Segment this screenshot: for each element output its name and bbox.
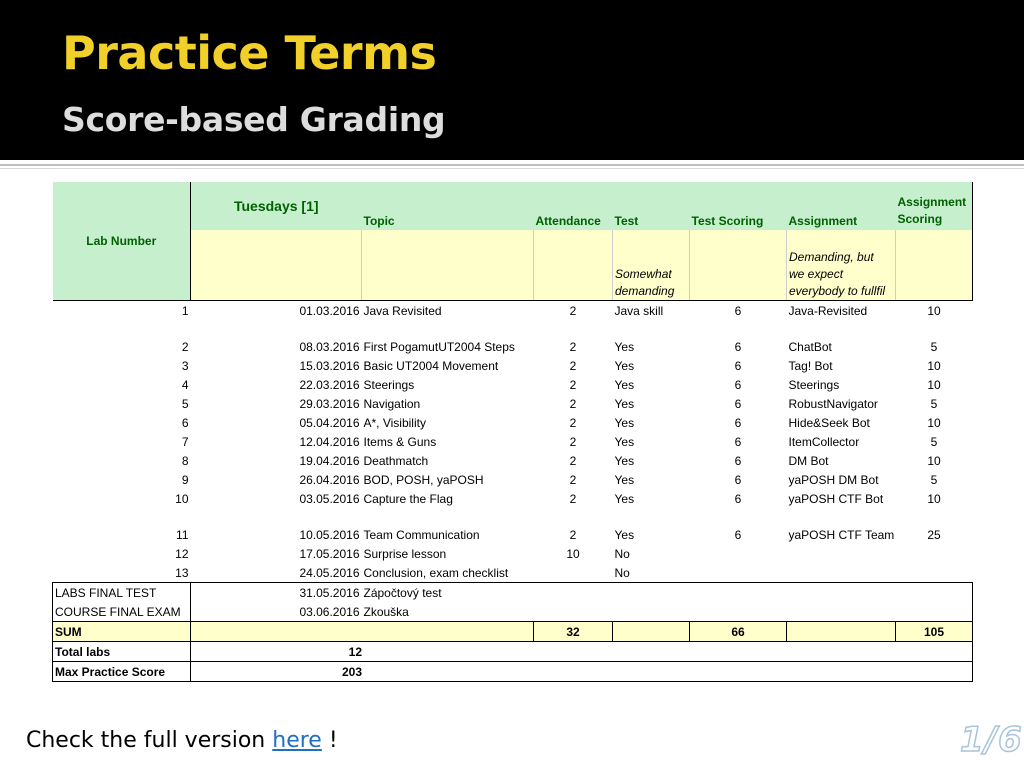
assignment-scoring-cell: 10 [927,303,941,318]
assignment-note-line2: we expect [789,267,844,281]
test-note-line1: Somewhat [615,267,672,281]
attendance-cell: 2 [569,472,577,487]
header-row-top [53,182,973,230]
test-scoring-cell: 6 [734,453,742,468]
attendance-cell [534,563,613,583]
attendance-cell: 2 [569,377,577,392]
assignment-cell: ChatBot [788,339,832,354]
sum-label: SUM [53,622,191,642]
divider-line-thin [0,168,1024,169]
assignment-cell: yaPOSH DM Bot [788,472,879,487]
extra-label-cell: COURSE FINAL EXAM [53,602,191,622]
extra-topic-cell: Zkouška [363,604,409,619]
assignment-scoring-cell: 25 [927,527,941,542]
full-version-link[interactable]: here [272,728,322,753]
test-cell: Yes [614,453,635,468]
tuesdays-header: Tuesdays [1] [191,182,362,230]
total-labs-value-cell [191,642,534,662]
max-score-value-cell [191,662,534,682]
table-row [53,337,973,356]
total-labs-value: 12 [348,644,362,659]
topic-cell: Navigation [363,396,421,411]
assignment-cell [787,544,896,563]
attendance-cell: 10 [566,546,580,561]
note-empty-3 [534,230,613,301]
sum-row [53,622,973,642]
course-final-exam-row [53,602,973,622]
table-row [53,544,973,563]
lab-cell: 6 [181,415,189,430]
attendance-header: Attendance [534,182,613,230]
date-cell: 01.03.2016 [299,303,360,318]
topic-cell: Java Revisited [363,303,442,318]
assignment-scoring-cell: 5 [930,472,938,487]
page-counter: 1/6 [960,720,1023,760]
lab-cell: 10 [175,491,189,506]
spacer-row [53,320,973,337]
extra-label-cell: LABS FINAL TEST [53,583,191,603]
topic-cell: A*, Visibility [363,415,426,430]
lab-cell: 3 [181,358,189,373]
assignment-scoring-cell: 10 [927,377,941,392]
note-empty-5 [896,230,973,301]
test-cell: Yes [614,415,635,430]
note-empty-1 [191,230,362,301]
table-row [53,489,973,508]
assignment-scoring-cell: 5 [930,339,938,354]
test-cell: No [614,565,630,580]
lab-cell: 1 [181,303,189,318]
assignment-scoring-cell: 10 [927,491,941,506]
attendance-cell: 2 [569,396,577,411]
table-row [53,432,973,451]
topic-cell: Basic UT2004 Movement [363,358,499,373]
table-row [53,470,973,489]
test-scoring-cell: 6 [734,472,742,487]
footer-text: Check the full version [26,728,273,753]
assignment-cell: DM Bot [788,453,829,468]
grading-table [52,182,973,682]
labs-final-test-row [53,583,973,603]
slide-header [0,0,1024,160]
assignment-scoring-cell: 10 [927,358,941,373]
test-cell: Yes [614,339,635,354]
assignment-note [787,230,896,301]
assignment-cell: ItemCollector [788,434,860,449]
assignment-cell: yaPOSH CTF Bot [788,491,884,506]
lab-cell: 9 [181,472,189,487]
test-scoring-cell: 6 [734,358,742,373]
assignment-cell: Steerings [788,377,840,392]
table-row [53,301,973,321]
spacer-row [53,508,973,525]
assignment-scoring-cell [896,563,973,583]
lab-cell: 2 [181,339,189,354]
test-cell: Yes [614,472,635,487]
attendance-cell: 2 [569,527,577,542]
test-cell: Yes [614,434,635,449]
assignment-note-line3: everybody to fullfil [789,284,886,298]
date-cell: 29.03.2016 [299,396,360,411]
assignment-scoring-line1: Assignment [897,195,967,209]
test-scoring-cell: 6 [734,415,742,430]
test-note [613,230,690,301]
test-cell: Yes [614,491,635,506]
test-note-line2: demanding [615,284,675,298]
divider-line [0,164,1024,166]
assignment-cell: Java-Revisited [788,303,868,318]
lab-number-header: Lab Number [53,182,191,301]
date-cell: 10.05.2016 [299,527,360,542]
topic-cell: Steerings [363,377,415,392]
header-row-notes [53,230,973,301]
table-row [53,413,973,432]
sum-assignment-scoring: 105 [896,622,973,642]
assignment-scoring-cell: 5 [930,396,938,411]
table-row [53,451,973,470]
sum-empty-test [613,622,690,642]
date-cell: 19.04.2016 [299,453,360,468]
assignment-cell: Tag! Bot [788,358,833,373]
topic-cell: Capture the Flag [363,491,453,506]
assignment-scoring-cell [896,544,973,563]
table-row [53,563,973,583]
date-cell: 26.04.2016 [299,472,360,487]
topic-cell: Team Communication [363,527,480,542]
lab-cell: 12 [175,546,189,561]
lab-cell: 11 [176,527,189,542]
lab-cell: 4 [181,377,189,392]
topic-cell: Deathmatch [363,453,429,468]
assignment-scoring-header [896,182,973,230]
assignment-note-line1: Demanding, but [789,250,874,264]
test-cell: Yes [614,396,635,411]
test-cell: Yes [614,358,635,373]
topic-cell: Surprise lesson [363,546,447,561]
attendance-cell: 2 [569,415,577,430]
note-empty-4 [690,230,787,301]
extra-date-cell: 03.06.2016 [299,604,360,619]
attendance-cell: 2 [569,339,577,354]
table-row [53,356,973,375]
date-cell: 05.04.2016 [299,415,360,430]
assignment-cell: RobustNavigator [788,396,878,411]
topic-cell: First PogamutUT2004 Steps [363,339,515,354]
footer-suffix: ! [321,728,338,753]
lab-cell: 7 [181,434,189,449]
slide-subtitle: Score-based Grading [62,100,446,139]
test-scoring-cell: 6 [734,396,742,411]
test-scoring-cell: 6 [734,303,742,318]
attendance-cell: 2 [569,491,577,506]
table-row [53,394,973,413]
test-cell: No [614,546,630,561]
date-cell: 17.05.2016 [299,546,360,561]
test-scoring-header: Test Scoring [690,182,787,230]
assignment-scoring-cell: 10 [927,453,941,468]
attendance-cell: 2 [569,434,577,449]
attendance-cell: 2 [569,358,577,373]
date-cell: 15.03.2016 [299,358,360,373]
topic-cell: Items & Guns [363,434,437,449]
sum-test-scoring: 66 [690,622,787,642]
extra-date-cell: 31.05.2016 [191,583,362,603]
assignment-header: Assignment [787,182,896,230]
max-score-row [53,662,973,682]
attendance-cell: 2 [569,303,577,318]
sum-empty [191,622,534,642]
note-empty-2 [362,230,534,301]
test-scoring-cell: 6 [734,339,742,354]
assignment-scoring-cell: 10 [927,415,941,430]
test-scoring-cell: 6 [734,527,742,542]
extra-topic-cell: Zápočtový test [362,583,534,603]
footer-note [26,728,338,753]
assignment-scoring-cell: 5 [930,434,938,449]
test-cell: Yes [614,527,635,542]
test-cell: Java skill [614,303,664,318]
topic-header: Topic [362,182,534,230]
max-score-value: 203 [341,664,362,679]
date-cell: 03.05.2016 [299,491,360,506]
assignment-scoring-line2: Scoring [897,212,943,226]
lab-cell: 8 [181,453,189,468]
date-cell: 22.03.2016 [299,377,360,392]
lab-cell: 5 [181,396,189,411]
table-row [53,375,973,394]
sum-attendance: 32 [534,622,613,642]
date-cell: 12.04.2016 [299,434,360,449]
test-scoring-cell: 6 [734,434,742,449]
date-cell: 24.05.2016 [299,565,360,580]
topic-cell: BOD, POSH, yaPOSH [363,472,484,487]
table-row [53,525,973,544]
sum-empty-assignment [787,622,896,642]
date-cell: 08.03.2016 [299,339,360,354]
assignment-cell: Hide&Seek Bot [788,415,870,430]
test-scoring-cell: 6 [734,377,742,392]
assignment-cell [787,563,896,583]
test-scoring-cell: 6 [734,491,742,506]
total-labs-label: Total labs [53,642,191,662]
topic-cell: Conclusion, exam checklist [363,565,509,580]
slide-title: Practice Terms [62,26,437,80]
test-header: Test [613,182,690,230]
test-cell: Yes [614,377,635,392]
max-score-label: Max Practice Score [53,662,191,682]
lab-cell: 13 [175,565,189,580]
total-labs-row [53,642,973,662]
assignment-cell: yaPOSH CTF Team [788,527,895,542]
test-scoring-cell [690,544,787,563]
attendance-cell: 2 [569,453,577,468]
test-scoring-cell [690,563,787,583]
